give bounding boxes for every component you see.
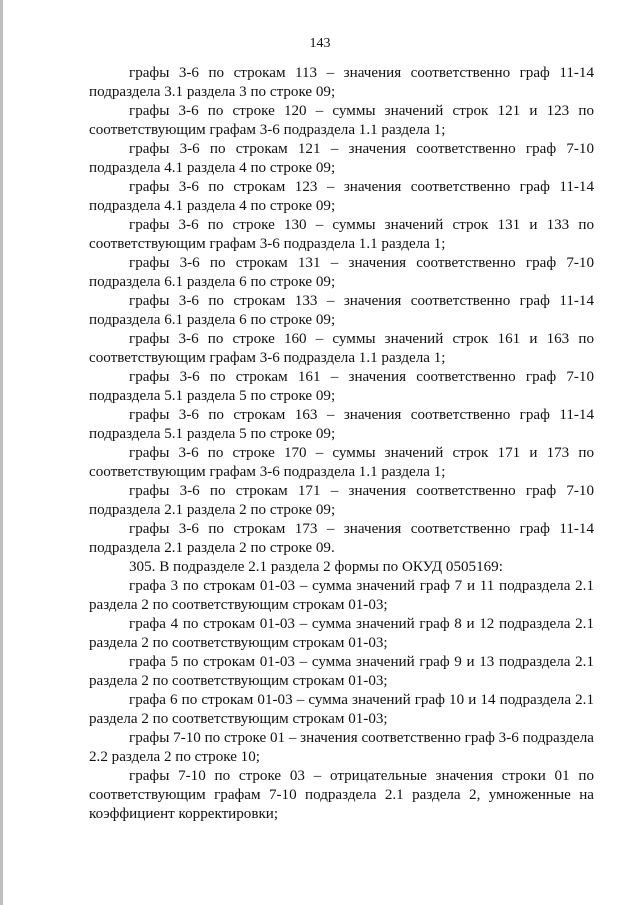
document-body [89,64,594,824]
paragraph: графы 3-6 по строкам 123 – значения соответственно граф 11-14 подраздела 4.1 раздела 4 по строке 09; [89,179,594,214]
section-heading: 305. В подразделе 2.1 раздела 2 формы по ОКУД 0505169: [129,559,503,575]
paragraph: графы 3-6 по строкам 163 – значения соответственно граф 11-14 подраздела 5.1 раздела 5 по строке 09; [89,407,594,442]
paragraph: графы 7-10 по строке 01 – значения соответственно граф 3-6 подраздела 2.2 раздела 2 по строке 10; [89,730,594,765]
paragraph: графы 3-6 по строкам 131 – значения соответственно граф 7-10 подраздела 6.1 раздела 6 по строке 09; [89,255,594,290]
paragraph: графы 3-6 по строкам 161 – значения соответственно граф 7-10 подраздела 5.1 раздела 5 по строке 09; [89,369,594,404]
paragraph: графы 3-6 по строке 160 – суммы значений строк 161 и 163 по соответствующим графам 3-6 подраздела 1.1 раздела 1; [89,331,594,366]
paragraph: графы 3-6 по строкам 171 – значения соответственно граф 7-10 подраздела 2.1 раздела 2 по строке 09; [89,483,594,518]
paragraph: графы 3-6 по строкам 113 – значения соответственно граф 11-14 подраздела 3.1 раздела 3 по строке 09; [89,65,594,100]
paragraph: графы 3-6 по строкам 121 – значения соответственно граф 7-10 подраздела 4.1 раздела 4 по строке 09; [89,141,594,176]
paragraph: графы 3-6 по строке 130 – суммы значений строк 131 и 133 по соответствующим графам 3-6 подраздела 1.1 раздела 1; [89,217,594,252]
scan-edge [0,0,3,905]
paragraph: графа 6 по строкам 01-03 – сумма значений граф 10 и 14 подраздела 2.1 раздела 2 по соответствующим строкам 01-03; [89,692,594,727]
paragraph: графы 7-10 по строке 03 – отрицательные значения строки 01 по соответствующим графам 7-10 подраздела 2.1 раздела 2, умноженные на коэффициент корректировки; [89,768,594,822]
paragraph: графы 3-6 по строке 170 – суммы значений строк 171 и 173 по соответствующим графам 3-6 подраздела 1.1 раздела 1; [89,445,594,480]
paragraph: графы 3-6 по строкам 133 – значения соответственно граф 11-14 подраздела 6.1 раздела 6 по строке 09; [89,293,594,328]
paragraph: графы 3-6 по строкам 173 – значения соответственно граф 11-14 подраздела 2.1 раздела 2 по строке 09. [89,521,594,556]
paragraph: графа 5 по строкам 01-03 – сумма значений граф 9 и 13 подраздела 2.1 раздела 2 по соответствующим строкам 01-03; [89,654,594,689]
paragraph: графа 3 по строкам 01-03 – сумма значений граф 7 и 11 подраздела 2.1 раздела 2 по соответствующим строкам 01-03; [89,578,594,613]
paragraph: графа 4 по строкам 01-03 – сумма значений граф 8 и 12 подраздела 2.1 раздела 2 по соответствующим строкам 01-03; [89,616,594,651]
paragraph: графы 3-6 по строке 120 – суммы значений строк 121 и 123 по соответствующим графам 3-6 подраздела 1.1 раздела 1; [89,103,594,138]
page-number: 143 [309,36,331,51]
